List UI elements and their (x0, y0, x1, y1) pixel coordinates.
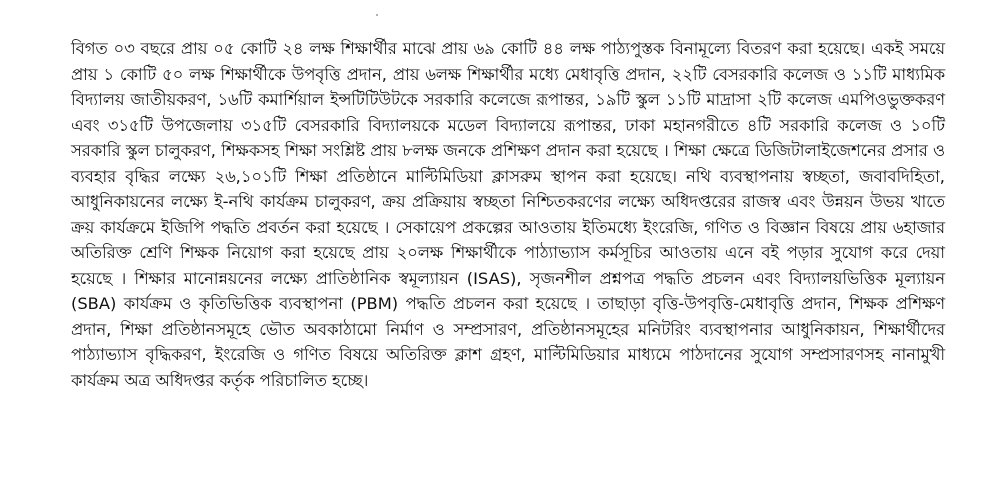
document-paragraph: বিগত ০৩ বছরে প্রায় ০৫ কোটি ২৪ লক্ষ শিক্ষার্থীর মাঝে প্রায় ৬৯ কোটি ৪৪ লক্ষ পাঠ্যপুস্তক বিনামূল্যে বিতরণ করা হয়েছে। একই সময়ে প্রায় ১ কোটি ৫০ লক্ষ শিক্ষার্থীকে উপবৃত্তি প্রদান, প্রায় ৬লক্ষ শিক্ষার্থীর মধ্যে মেধাবৃত্তি প্রদান, ২২টি বেসরকারি কলেজ ও ১১টি মাধ্যমিক বিদ্যালয় জাতীয়করণ, ১৬টি কমার্শিয়াল ইন্সটিটিউটকে সরকারি কলেজে রূপান্তর, ১৯টি স্কুল ১১টি মাদ্রাসা ২টি কলেজ এমপিওভুক্তকরণ এবং ৩১৫টি উপজেলায় ৩১৫টি বেসরকারি বিদ্যালয়কে মডেল বিদ্যালয়ে রূপান্তর, ঢাকা মহানগরীতে ৪টি সরকারি কলেজ ও ১০টি সরকারি স্কুল চালুকরণ, শিক্ষকসহ শিক্ষা সংশ্লিষ্ট প্রায় ৮লক্ষ জনকে প্রশিক্ষণ প্রদান করা হয়েছে । শিক্ষা ক্ষেত্রে ডিজিটালাইজেশনের প্রসার ও ব্যবহার বৃদ্ধির লক্ষ্যে ২৬,১০১টি শিক্ষা প্রতিষ্ঠানে মাল্টিমিডিয়া ক্লাসরুম স্থাপন করা হয়েছে। নথি ব্যবস্থাপনায় স্বচ্ছতা, জবাবদিহিতা, আধুনিকায়নের লক্ষ্যে ই-নথি কার্যক্রম চালুকরণ, ক্রয় প্রক্রিয়ায় স্বচ্ছতা নিশ্চিতকরণের লক্ষ্যে অধিদপ্তরের রাজস্ব এবং উন্নয়ন উভয় খাতে ক্রয় কার্যক্রমে ইজিপি পদ্ধতি প্রবর্তন করা হয়েছে । সেকায়েপ প্রকল্পের আওতায় ইতিমধ্যে ইংরেজি, গণিত ও বিজ্ঞান বিষয়ে প্রায় ৬হাজার অতিরিক্ত শ্রেণি শিক্ষক নিয়োগ করা হয়েছে প্রায় ২০লক্ষ শিক্ষার্থীকে পাঠ্যাভ্যাস কর্মসূচির আওতায় এনে বই পড়ার সুযোগ করে দেয়া হয়েছে । শিক্ষার মানোন্নয়নের লক্ষ্যে প্রাতিষ্ঠানিক স্বমূল্যায়ন (ISAS), সৃজনশীল প্রশ্নপত্র পদ্ধতি প্রচলন এবং বিদ্যালয়ভিত্তিক মূল্যায়ন (SBA) কার্যক্রম ও কৃতিভিত্তিক ব্যবস্থাপনা (PBM) পদ্ধতি প্রচলন করা হয়েছে । তাছাড়া বৃত্তি-উপবৃত্তি-মেধাবৃত্তি প্রদান, শিক্ষক প্রশিক্ষণ প্রদান, শিক্ষা প্রতিষ্ঠানসমূহে ভৌত অবকাঠামো নির্মাণ ও সম্প্রসারণ, প্রতিষ্ঠানসমূহের মনিটরিং ব্যবস্থাপনার আধুনিকায়ন, শিক্ষার্থীদের পাঠ্যাভ্যাস বৃদ্ধিকরণ, ইংরেজি ও গণিত বিষয়ে অতিরিক্ত ক্লাশ গ্রহণ, মাল্টিমিডিয়ার মাধ্যমে পাঠদানের সুযোগ সম্প্রসারণসহ নানামুখী কার্যক্রম অত্র অধিদপ্তর কর্তৃক পরিচালিত হচ্ছে। (71, 39, 946, 390)
scan-speck (376, 14, 378, 16)
